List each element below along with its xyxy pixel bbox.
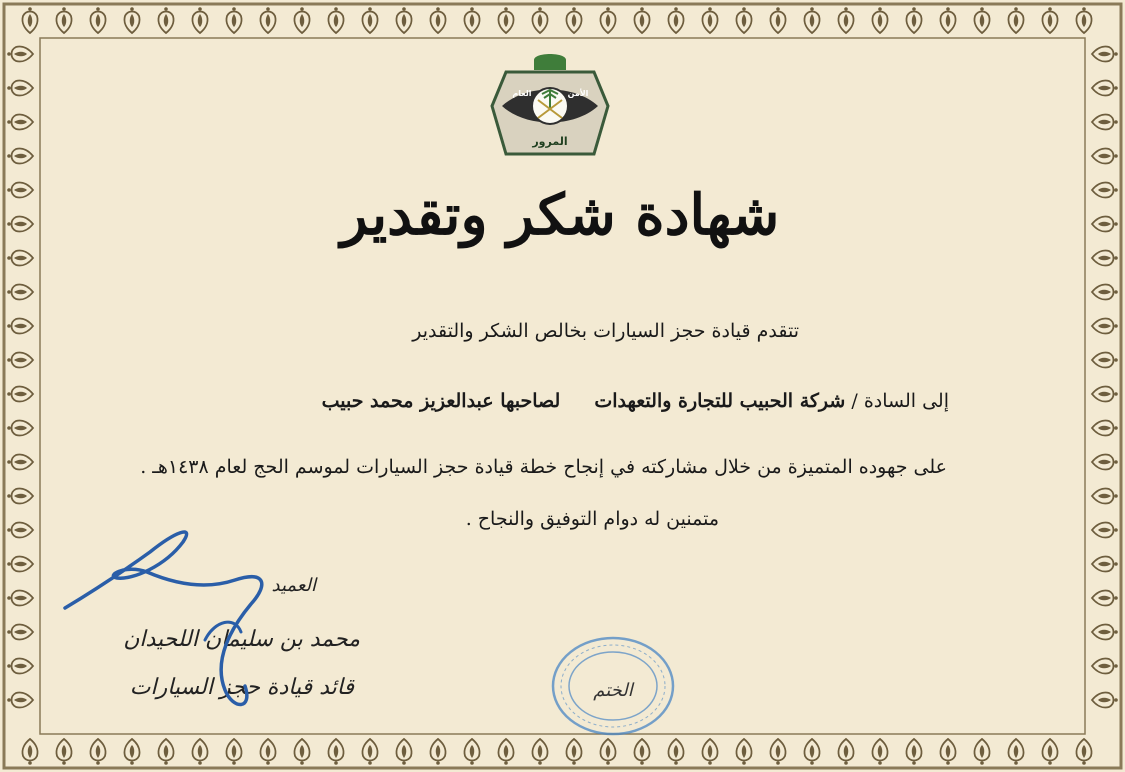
recipient-company: شركة الحبيب للتجارة والتعهدات (594, 390, 846, 412)
emblem-label-right: الأمن (567, 89, 589, 98)
intro-line: تتقدم قيادة حجز السيارات بخالص الشكر والتقدير (412, 320, 799, 342)
stamp-label: الختم (593, 680, 633, 701)
signatory-role: قائد قيادة حجز السيارات (129, 675, 354, 700)
wishes-text: متمنين له دوام التوفيق والنجاح . (465, 508, 719, 530)
recipient-prefix: إلى السادة / (851, 390, 949, 412)
recipient-owner: لصاحبها عبدالعزيز محمد حبيب (321, 390, 561, 412)
emblem-label-left: العام (512, 89, 532, 98)
signatory-rank: العميد (271, 575, 316, 596)
emblem-label-bottom: المرور (532, 135, 568, 148)
traffic-police-emblem (486, 50, 614, 162)
handwritten-signature (55, 520, 285, 730)
recipient-line (322, 390, 949, 412)
signatory-name: محمد بن سليمان اللحيدان (123, 627, 360, 652)
certificate-title: شهادة شكر وتقدير (340, 182, 780, 248)
official-stamp (548, 632, 678, 740)
body-text: على جهوده المتميزة من خلال مشاركته في إنجاح خطة قيادة حجز السيارات لموسم الحج لعام ١٤٣٨هـ . (140, 456, 947, 478)
